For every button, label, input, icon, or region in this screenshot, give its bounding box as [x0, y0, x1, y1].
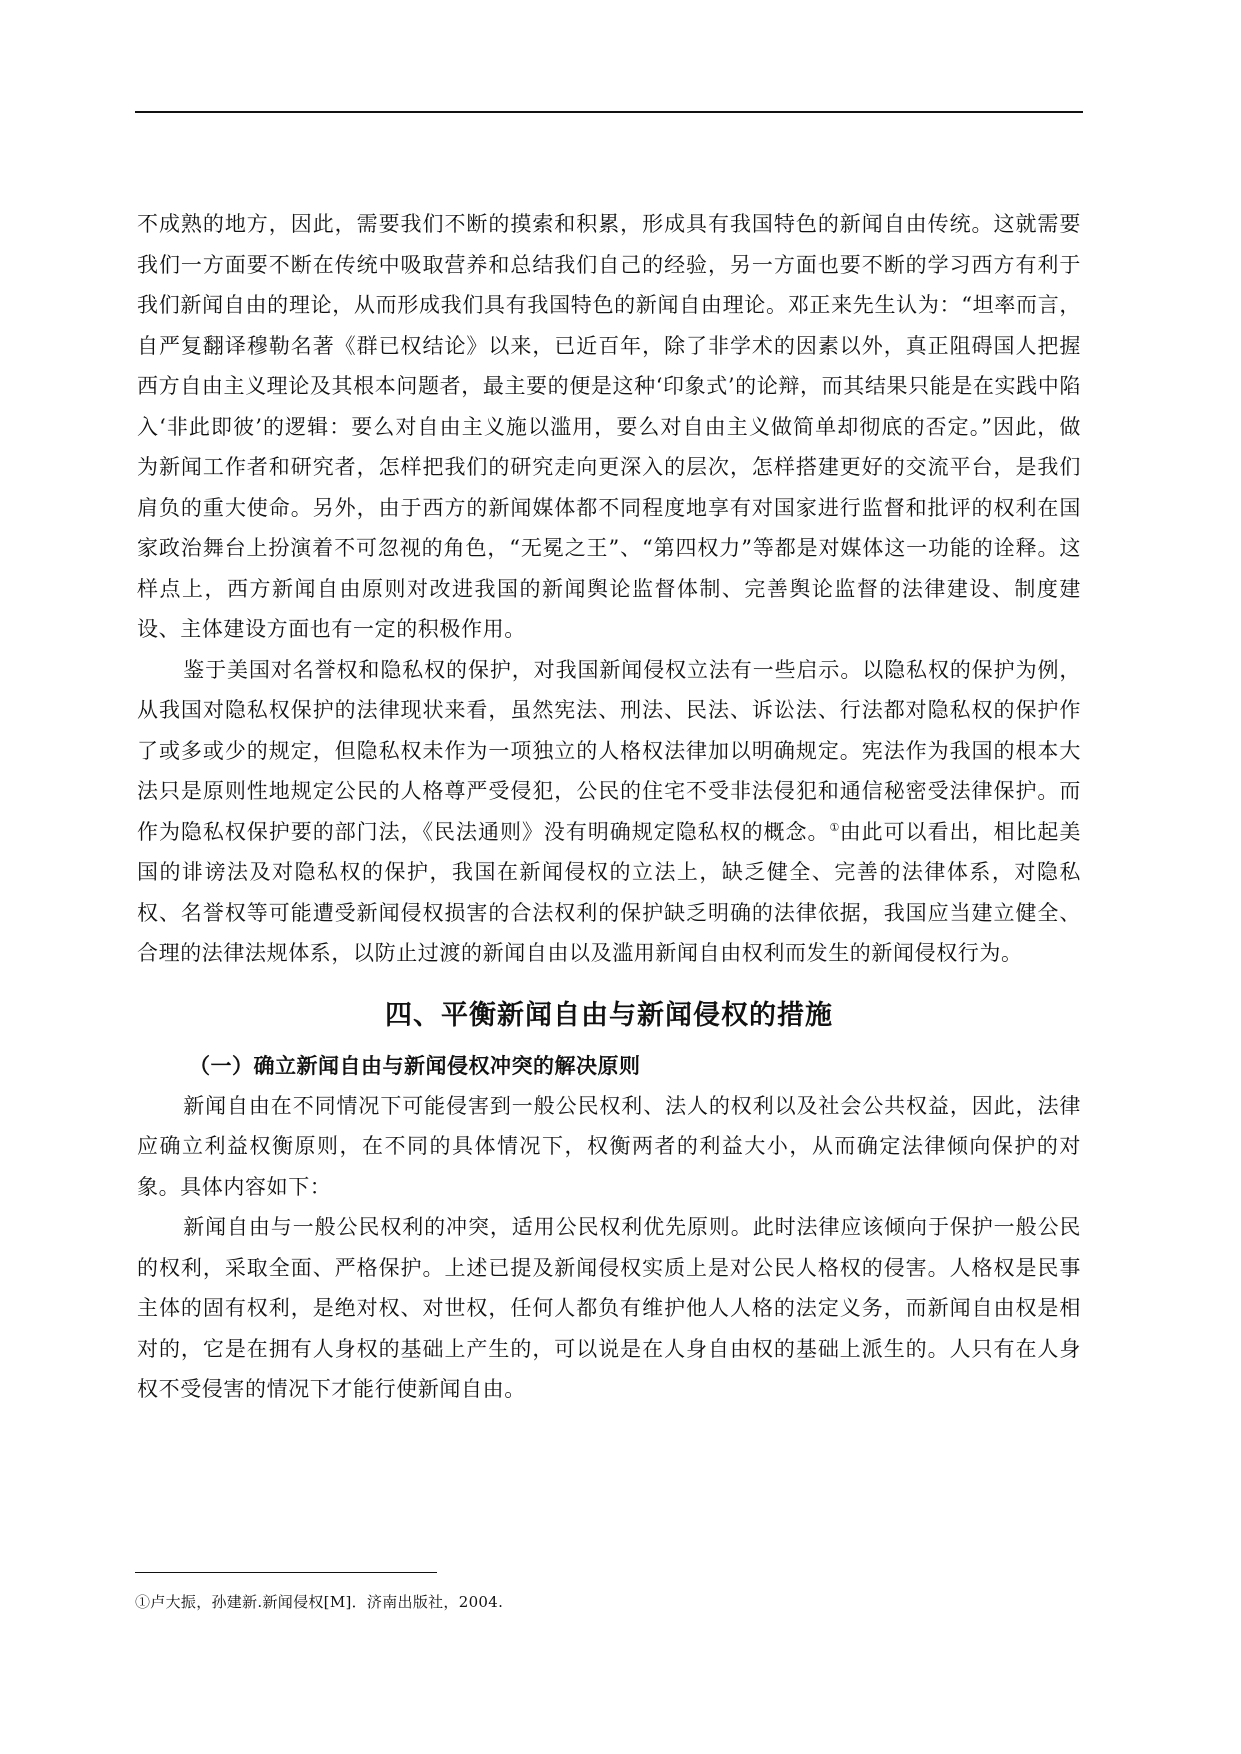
paragraph-2-text-a: 鉴于美国对名誉权和隐私权的保护，对我国新闻侵权立法有一些启示。以隐私权的保护为例，从我国对隐私权保护的法律现状来看，虽然宪法、刑法、民法、诉讼法、行法都对隐私权的保护作了或多或少的规定，但隐私权未作为一项独立的人格权法律加以明确规定。宪法作为我国的根本大法只是原则性地规定公民的人格尊严受侵犯，公民的住宅不受非法侵犯和通信秘密受法律保护。而作为隐私权保护要的部门法，《民法通则》没有明确规定隐私权的概念。 [137, 657, 1081, 844]
header-rule [135, 111, 1083, 113]
paragraph-3: 新闻自由在不同情况下可能侵害到一般公民权利、法人的权利以及社会公共权益，因此，法律应确立利益权衡原则，在不同的具体情况下，权衡两者的利益大小，从而确定法律倾向保护的对象。具体内容如下： [137, 1093, 1081, 1199]
paragraph-1: 不成熟的地方，因此，需要我们不断的摸索和积累，形成具有我国特色的新闻自由传统。这就需要我们一方面要不断在传统中吸取营养和总结我们自己的经验，另一方面也要不断的学习西方有利于我们新闻自由的理论，从而形成我们具有我国特色的新闻自由理论。邓正来先生认为：“坦率而言，自严复翻译穆勒名著《群已权结论》以来，已近百年，除了非学术的因素以外，真正阻碍国人把握西方自由主义理论及其根本问题者，最主要的便是这种‘印象式’的论辩，而其结果只能是在实践中陷入‘非此即彼’的逻辑：要么对自由主义施以滥用，要么对自由主义做简单却彻底的否定。”因此，做为新闻工作者和研究者，怎样把我们的研究走向更深入的层次，怎样搭建更好的交流平台，是我们肩负的重大使命。另外，由于西方的新闻媒体都不同程度地享有对国家进行监督和批评的权利在国家政治舞台上扮演着不可忽视的角色，“无冕之王”、“第四权力”等都是对媒体这一功能的诠释。这样点上，西方新闻自由原则对改进我国的新闻舆论监督体制、完善舆论监督的法律建设、制度建设、主体建设方面也有一定的积极作用。 [137, 212, 1081, 641]
paragraph-4: 新闻自由与一般公民权利的冲突，适用公民权利优先原则。此时法律应该倾向于保护一般公民的权利，采取全面、严格保护。上述已提及新闻侵权实质上是对公民人格权的侵害。人格权是民事主体的固有权利，是绝对权、对世权，任何人都负有维护他人人格的法定义务，而新闻自由权是相对的，它是在拥有人身权的基础上产生的，可以说是在人身自由权的基础上派生的。人只有在人身权不受侵害的情况下才能行使新闻自由。 [137, 1215, 1081, 1401]
footnote-reference[interactable]: ① [829, 820, 840, 834]
section-title: 四、平衡新闻自由与新闻侵权的措施 [385, 999, 833, 1031]
footnote: ①卢大振，孙建新.新闻侵权[M]．济南出版社，2004. [135, 1593, 504, 1611]
footnote-rule [135, 1572, 437, 1573]
paragraph-2 [137, 650, 1081, 974]
paragraph-2-text-b: 由此可以看出，相比起美国的诽谤法及对隐私权的保护，我国在新闻侵权的立法上，缺乏健全、完善的法律体系，对隐私权、名誉权等可能遭受新闻侵权损害的合法权利的保护缺乏明确的法律依据，我国应当建立健全、合理的法律法规体系，以防止过渡的新闻自由以及滥用新闻自由权利而发生的新闻侵权行为。 [137, 819, 1081, 965]
body-text [137, 204, 1081, 1410]
subsection-title: （一）确立新闻自由与新闻侵权冲突的解决原则 [189, 1053, 641, 1078]
